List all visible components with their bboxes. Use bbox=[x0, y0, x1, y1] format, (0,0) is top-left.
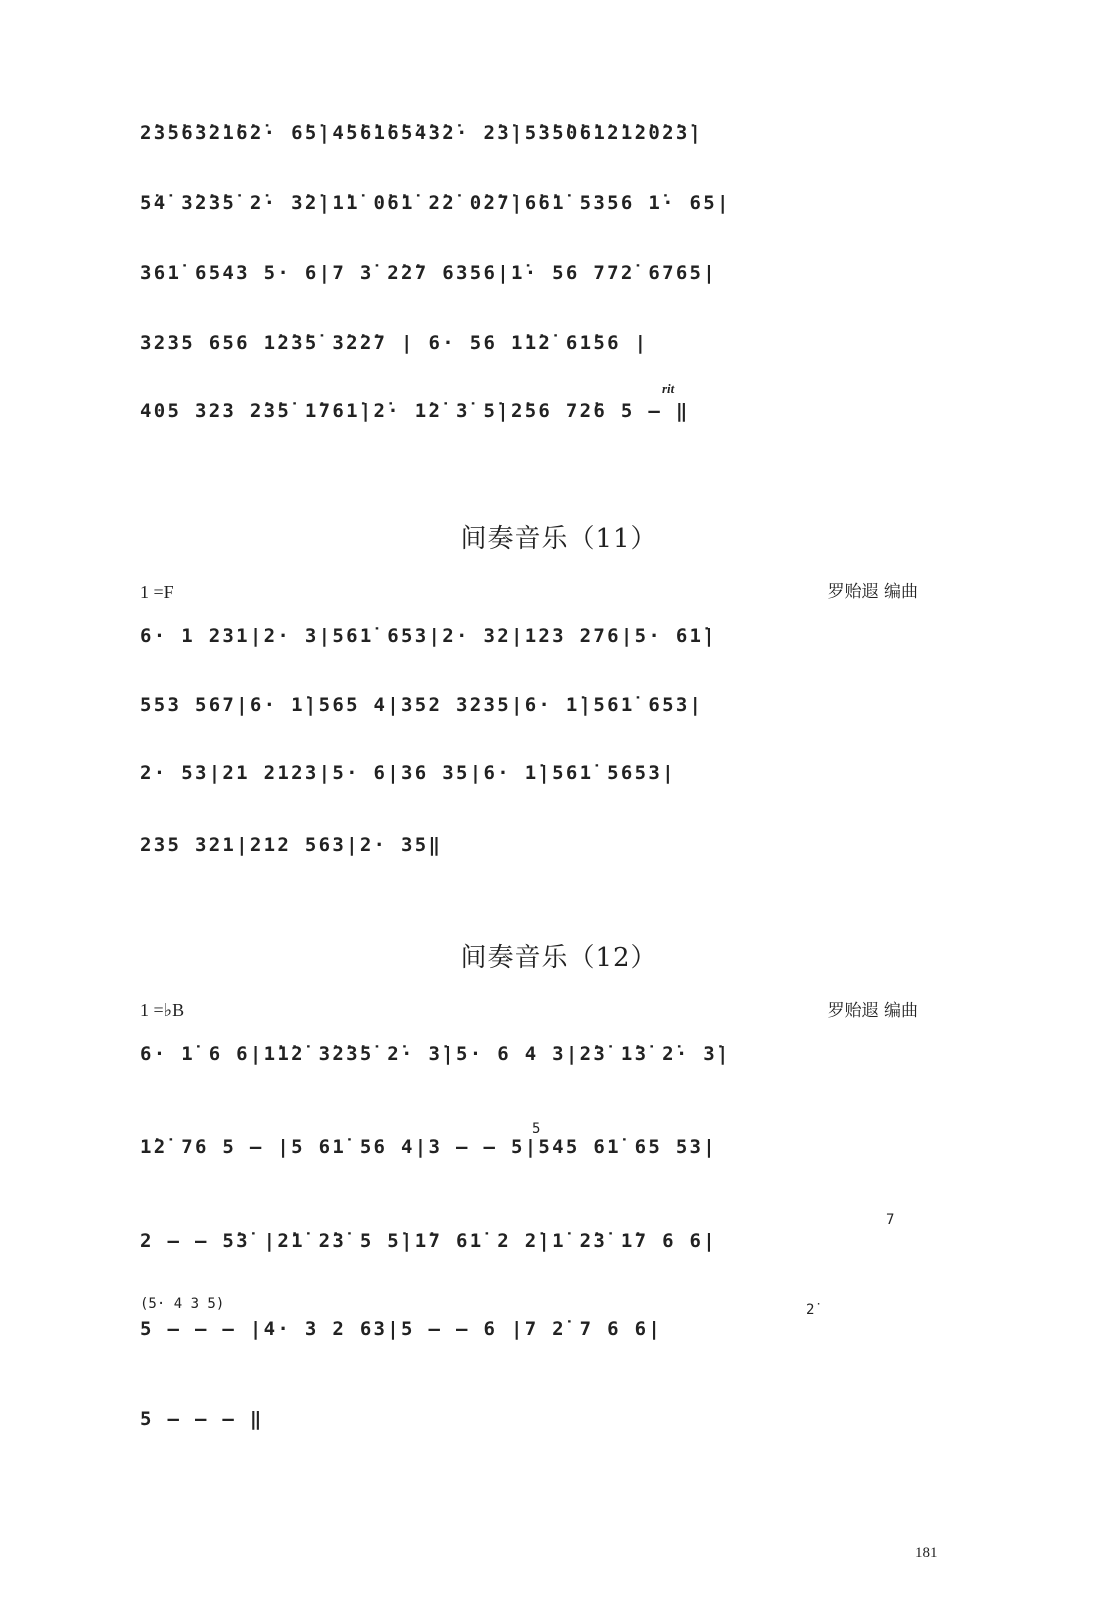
score-line: 235 321|212 563|2· 35‖ bbox=[140, 834, 443, 856]
grace-note: 2̇ bbox=[806, 1302, 815, 1318]
score-line: 3235 656 1̇2̇3̇5̇ 3̇2̇2̇7 | 6· 56 1̇1̇2̇ 61̇56 | bbox=[140, 332, 649, 354]
tempo-marking: rit bbox=[662, 381, 675, 396]
score-line: 6· 1̇ 6 6|1̇1̇2̇ 3̇2̇3̇5̇ 2̇· 3̇|5· 6 4 3|2̇3̇ 1̇3̇ 2̇· 3̇| bbox=[140, 1043, 731, 1065]
grace-note: 5 bbox=[532, 1121, 541, 1137]
score-line: 5 — — — ‖ bbox=[140, 1408, 264, 1430]
ossia-notes: (5· 4 3 5) bbox=[140, 1296, 225, 1312]
composer-credit: 罗贻遐 编曲 bbox=[827, 582, 918, 602]
score-line: 2· 53|21 2123|5· 6|36 35|6· 1̇|561̇ 5653| bbox=[140, 762, 676, 784]
score-line: 361̇ 6543 5· 6|7 3̇ 2̇2̇7 6356|1̇· 56 772̇ 6765| bbox=[140, 262, 718, 284]
score-line: 2 — — 5̇3̇ |2̇1̇ 2̇3̇ 5 5̇|1̇7 61̇ 2 2̇|1̇ 2̇3̇ 1̇7 6 6| bbox=[140, 1230, 718, 1252]
grace-note: 7 bbox=[886, 1212, 895, 1228]
key-signature: 1 =F bbox=[140, 582, 174, 602]
score-line: 6· 1 231|2· 3|561̇ 653|2· 32|123 276|5· 61̇| bbox=[140, 625, 718, 647]
score-line: 553 567|6· 1̇|565 4|352 3235|6· 1̇|561̇ 653| bbox=[140, 694, 704, 716]
score-line: 5̇4̇ 3̇2̇3̇5̇ 2̇· 3̇2̇|1̇1̇ 0̇6̇1̇ 2̇2̇ 0̇2̇7̇|6̇6̇1̇ 5356 1̇· 65| bbox=[140, 192, 731, 214]
page-number: 181 bbox=[915, 1545, 938, 1561]
section-title: 间奏音乐（11） bbox=[460, 524, 658, 554]
score-line: 405 323 2̇3̇5̇ 1̇761̇|2̇· 1̇2̇ 3̇ 5̇|2̇56 72̇6 5 — ‖ bbox=[140, 400, 690, 422]
score-line: 2̇3̇5̇6̇3̇2̇1̇6̇2̇· 6̇5̇|4̇5̇6̇1̇6̇5̇4̇3̇2̇· 2̇3̇|5̇3̇5̇0̇6̇1̇2̇1̇2̇0̇2̇3̇| bbox=[140, 122, 704, 144]
score-line: 1̇2̇ 76 5 — |5 61̇ 56 4|3 — — 5|545 61̇ 65 53| bbox=[140, 1136, 718, 1158]
section-title: 间奏音乐（12） bbox=[460, 943, 658, 973]
score-line: 5 — — — |4· 3 2 63|5 — — 6 |7 2̇ 7 6 6| bbox=[140, 1318, 663, 1340]
key-signature: 1 =♭B bbox=[140, 1000, 185, 1020]
composer-credit: 罗贻遐 编曲 bbox=[827, 1001, 918, 1021]
